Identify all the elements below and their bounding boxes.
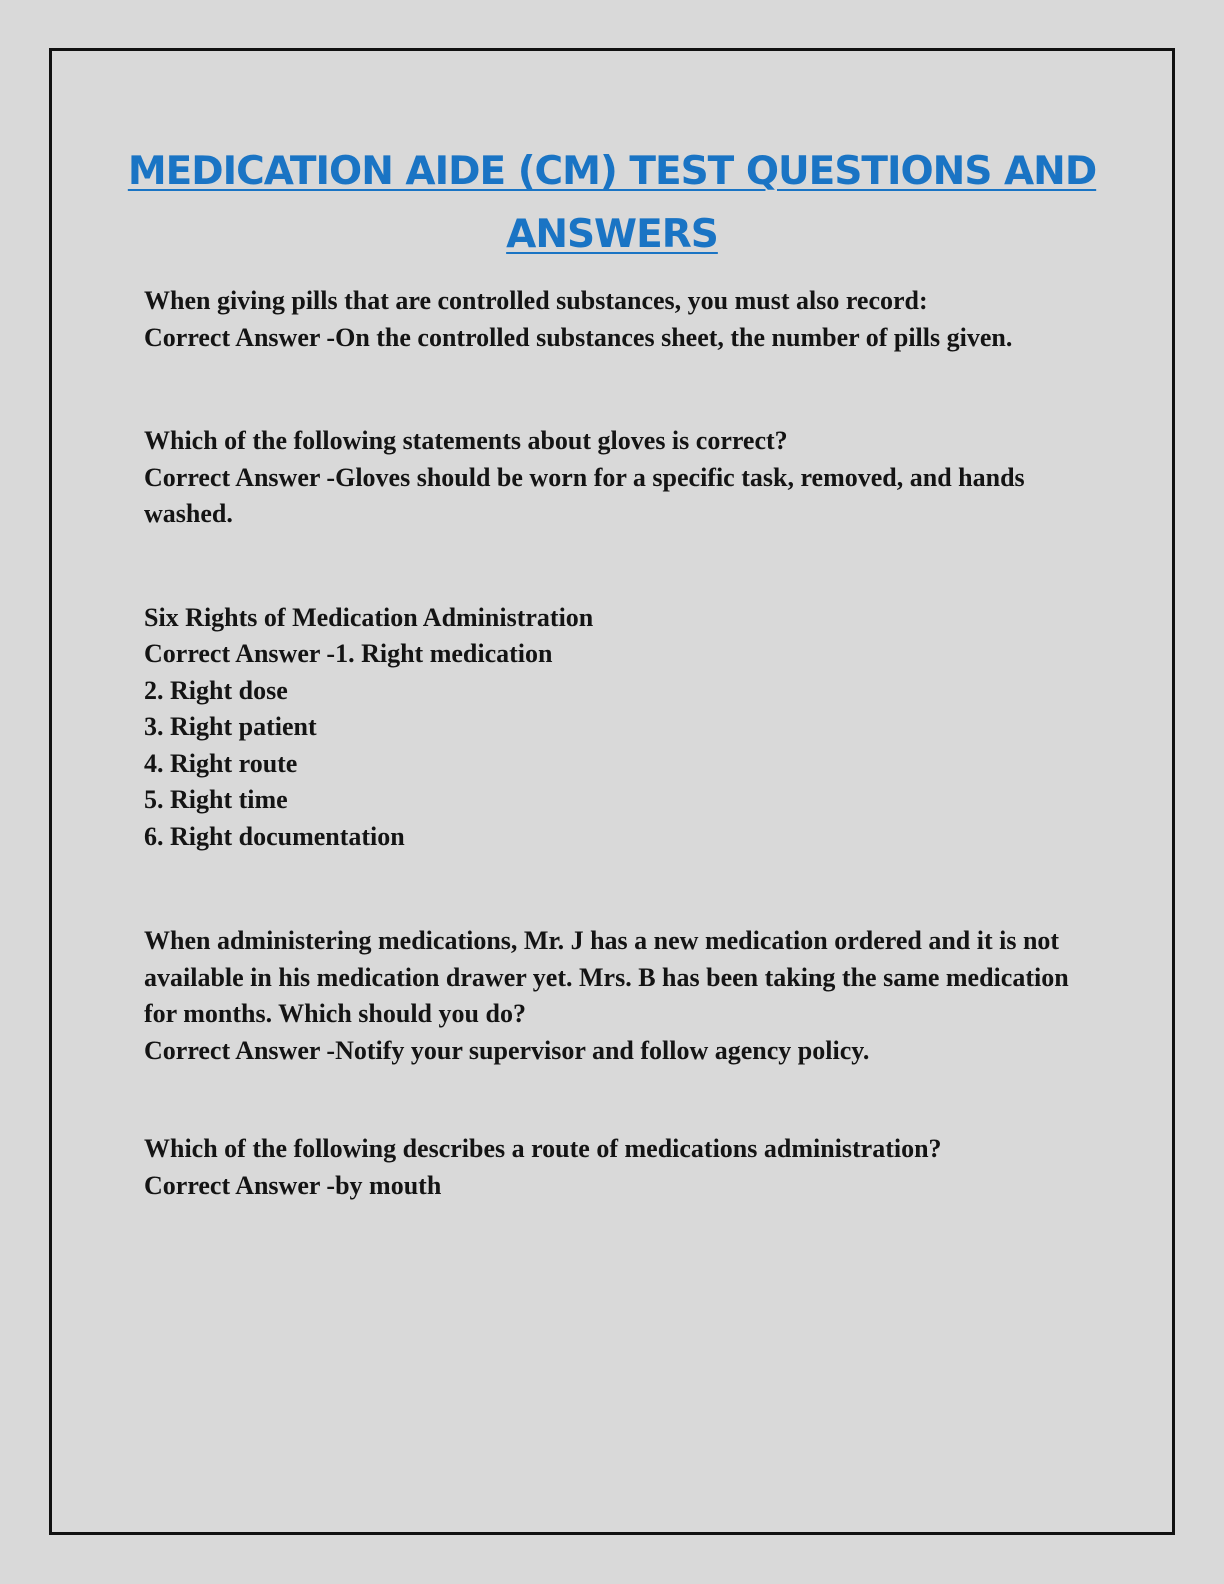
question-text: When administering medications, Mr. J has a new medication ordered and it is not available in his medication drawer yet. Mrs. B has been taking the same medication for months. Which should you do? (144, 926, 1069, 1028)
qa-item-4 (144, 923, 1084, 1069)
question-text: Six Rights of Medication Administration (144, 602, 594, 632)
list-item: 3. Right patient (144, 712, 317, 741)
answer-text: Correct Answer -On the controlled substances sheet, the number of pills given. (144, 322, 1013, 352)
answer-text: Correct Answer -by mouth (144, 1170, 442, 1200)
answer-text: Correct Answer -Gloves should be worn for a specific task, removed, and hands washed. (144, 462, 1025, 528)
answer-text: Correct Answer -1. Right medication (144, 639, 553, 668)
document-title (100, 140, 1124, 266)
qa-item-1 (144, 283, 1084, 356)
qa-item-5 (144, 1131, 1084, 1204)
question-text: When giving pills that are controlled substances, you must also record: (144, 286, 928, 315)
qa-item-3 (144, 600, 1084, 856)
qa-item-2 (144, 423, 1084, 533)
list-item: 2. Right dose (144, 675, 288, 705)
answer-text: Correct Answer -Notify your supervisor and follow agency policy. (144, 1035, 870, 1065)
question-text: Which of the following describes a route of medications administration? (144, 1134, 942, 1163)
question-text: Which of the following statements about gloves is correct? (144, 426, 788, 455)
qa-content (144, 283, 1084, 1204)
list-item: 5. Right time (144, 785, 288, 814)
document-title-text: MEDICATION AIDE (CM) TEST QUESTIONS AND ANSWERS (127, 149, 1097, 257)
list-item: 4. Right route (144, 748, 298, 778)
list-item: 6. Right documentation (144, 821, 405, 851)
